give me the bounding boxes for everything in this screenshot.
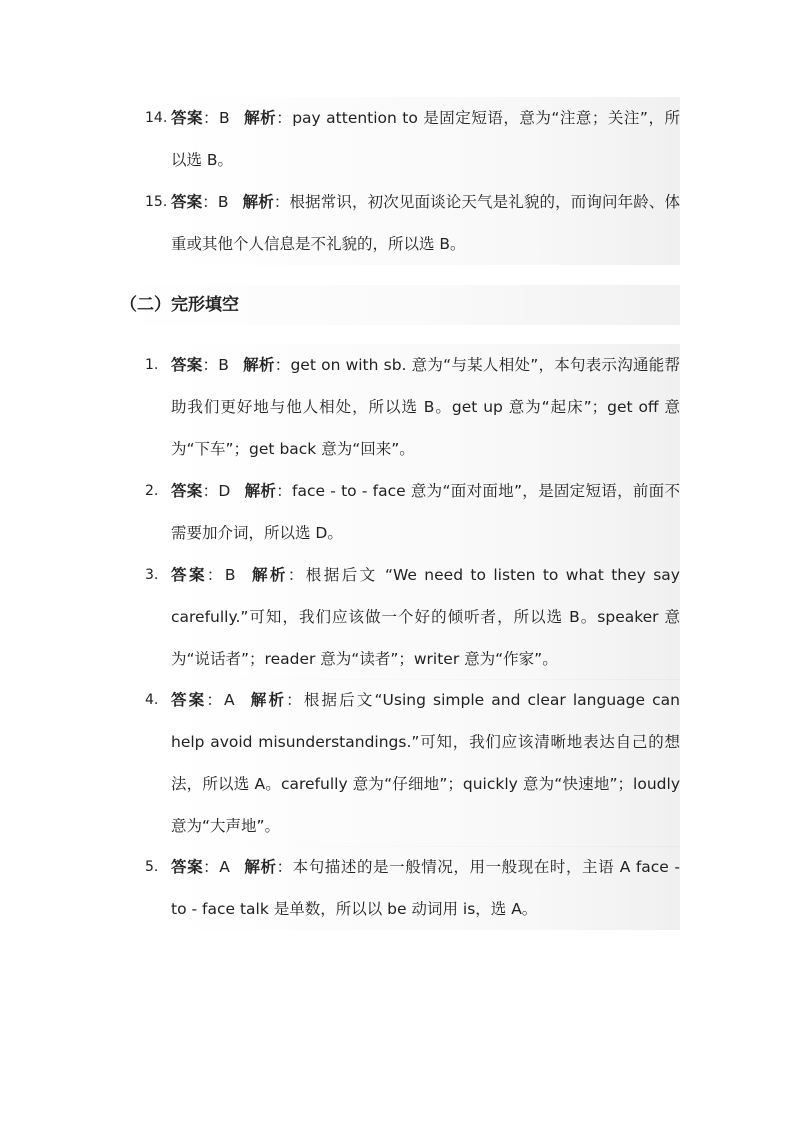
- analysis-text: 本句描述的是一般情况，用一般现在时，主语 A face - to - face talk 是单数，所以以 be 动词用 is，选 A。: [171, 858, 680, 918]
- colon: ：: [202, 356, 219, 374]
- analysis-label: 解析: [242, 356, 275, 374]
- colon: ：: [274, 356, 291, 374]
- colon: ：: [202, 193, 218, 211]
- colon: ：: [276, 482, 293, 500]
- colon: ：: [203, 858, 220, 876]
- answer-item-4: [145, 679, 680, 847]
- answer-value: B: [224, 566, 236, 584]
- item-number: 5.: [145, 859, 159, 875]
- answer-value: B: [217, 193, 229, 211]
- answer-label: 答案: [171, 109, 204, 127]
- answer-label: 答案: [171, 356, 203, 374]
- analysis-text: 根据后文“Using simple and clear language can help avoid misunderstandings.”可知，我们应该清晰地表达自己的想法，所以选 A。carefully 意为“仔细地”；quickly 意为“快速地”；loudly 意为“大声地”。: [171, 691, 680, 835]
- colon: ：: [203, 109, 220, 127]
- colon: ：: [276, 109, 293, 127]
- answer-label: 答案: [171, 566, 207, 584]
- analysis-text: get on with sb. 意为“与某人相处”，本句表示沟通能帮助我们更好地与他人相处，所以选 B。get up 意为“起床”；get off 意为“下车”；get back 意为“回来”。: [171, 356, 680, 458]
- colon: ：: [276, 858, 293, 876]
- answer-item-3: [145, 554, 680, 680]
- colon: ：: [273, 193, 290, 211]
- item-body: [171, 181, 680, 265]
- analysis-label: 解析: [242, 193, 274, 211]
- analysis-text: pay attention to 是固定短语，意为“注意；关注”，所以选 B。: [171, 109, 680, 169]
- analysis-text: 根据后文 “We need to listen to what they say carefully.”可知，我们应该做一个好的倾听者，所以选 B。speaker 意为“说话者”；reader 意为“读者”；writer 意为“作家”。: [171, 566, 680, 668]
- item-body: [171, 679, 680, 847]
- answer-value: A: [219, 858, 230, 876]
- answer-value: B: [218, 356, 229, 374]
- answer-label: 答案: [171, 858, 204, 876]
- analysis-label: 解析: [243, 109, 277, 127]
- analysis-text: face - to - face 意为“面对面地”，是固定短语，前面不需要加介词，所以选 D。: [171, 482, 680, 542]
- answer-value: A: [224, 691, 235, 709]
- answer-item-14: [145, 97, 680, 181]
- section-title: （二）完形填空: [120, 285, 680, 325]
- answer-value: B: [219, 109, 230, 127]
- answer-item-1: [145, 344, 680, 470]
- analysis-label: 解析: [249, 566, 288, 584]
- item-number: 4.: [145, 692, 159, 708]
- answer-value: D: [218, 482, 231, 500]
- item-body: [171, 554, 680, 680]
- answer-label: 答案: [171, 691, 207, 709]
- colon: ：: [206, 566, 225, 584]
- answer-item-2: [145, 470, 680, 554]
- answer-item-5: [145, 846, 680, 930]
- item-number: 14.: [145, 110, 168, 126]
- colon: ：: [206, 691, 225, 709]
- analysis-label: 解析: [248, 691, 287, 709]
- answer-label: 答案: [171, 193, 203, 211]
- item-body: [171, 470, 680, 554]
- item-body: [171, 97, 680, 181]
- colon: ：: [202, 482, 219, 500]
- item-body: [171, 846, 680, 930]
- item-body: [171, 344, 680, 470]
- item-number: 15.: [145, 194, 168, 210]
- colon: ：: [287, 566, 306, 584]
- analysis-text: 根据常识，初次见面谈论天气是礼貌的，而询问年龄、体重或其他个人信息是不礼貌的，所以选 B。: [171, 193, 680, 253]
- analysis-label: 解析: [244, 482, 277, 500]
- item-number: 3.: [145, 567, 159, 583]
- item-number: 1.: [145, 357, 159, 373]
- colon: ：: [286, 691, 304, 709]
- analysis-label: 解析: [243, 858, 277, 876]
- answer-label: 答案: [171, 482, 203, 500]
- answer-item-15: [145, 181, 680, 265]
- item-number: 2.: [145, 483, 159, 499]
